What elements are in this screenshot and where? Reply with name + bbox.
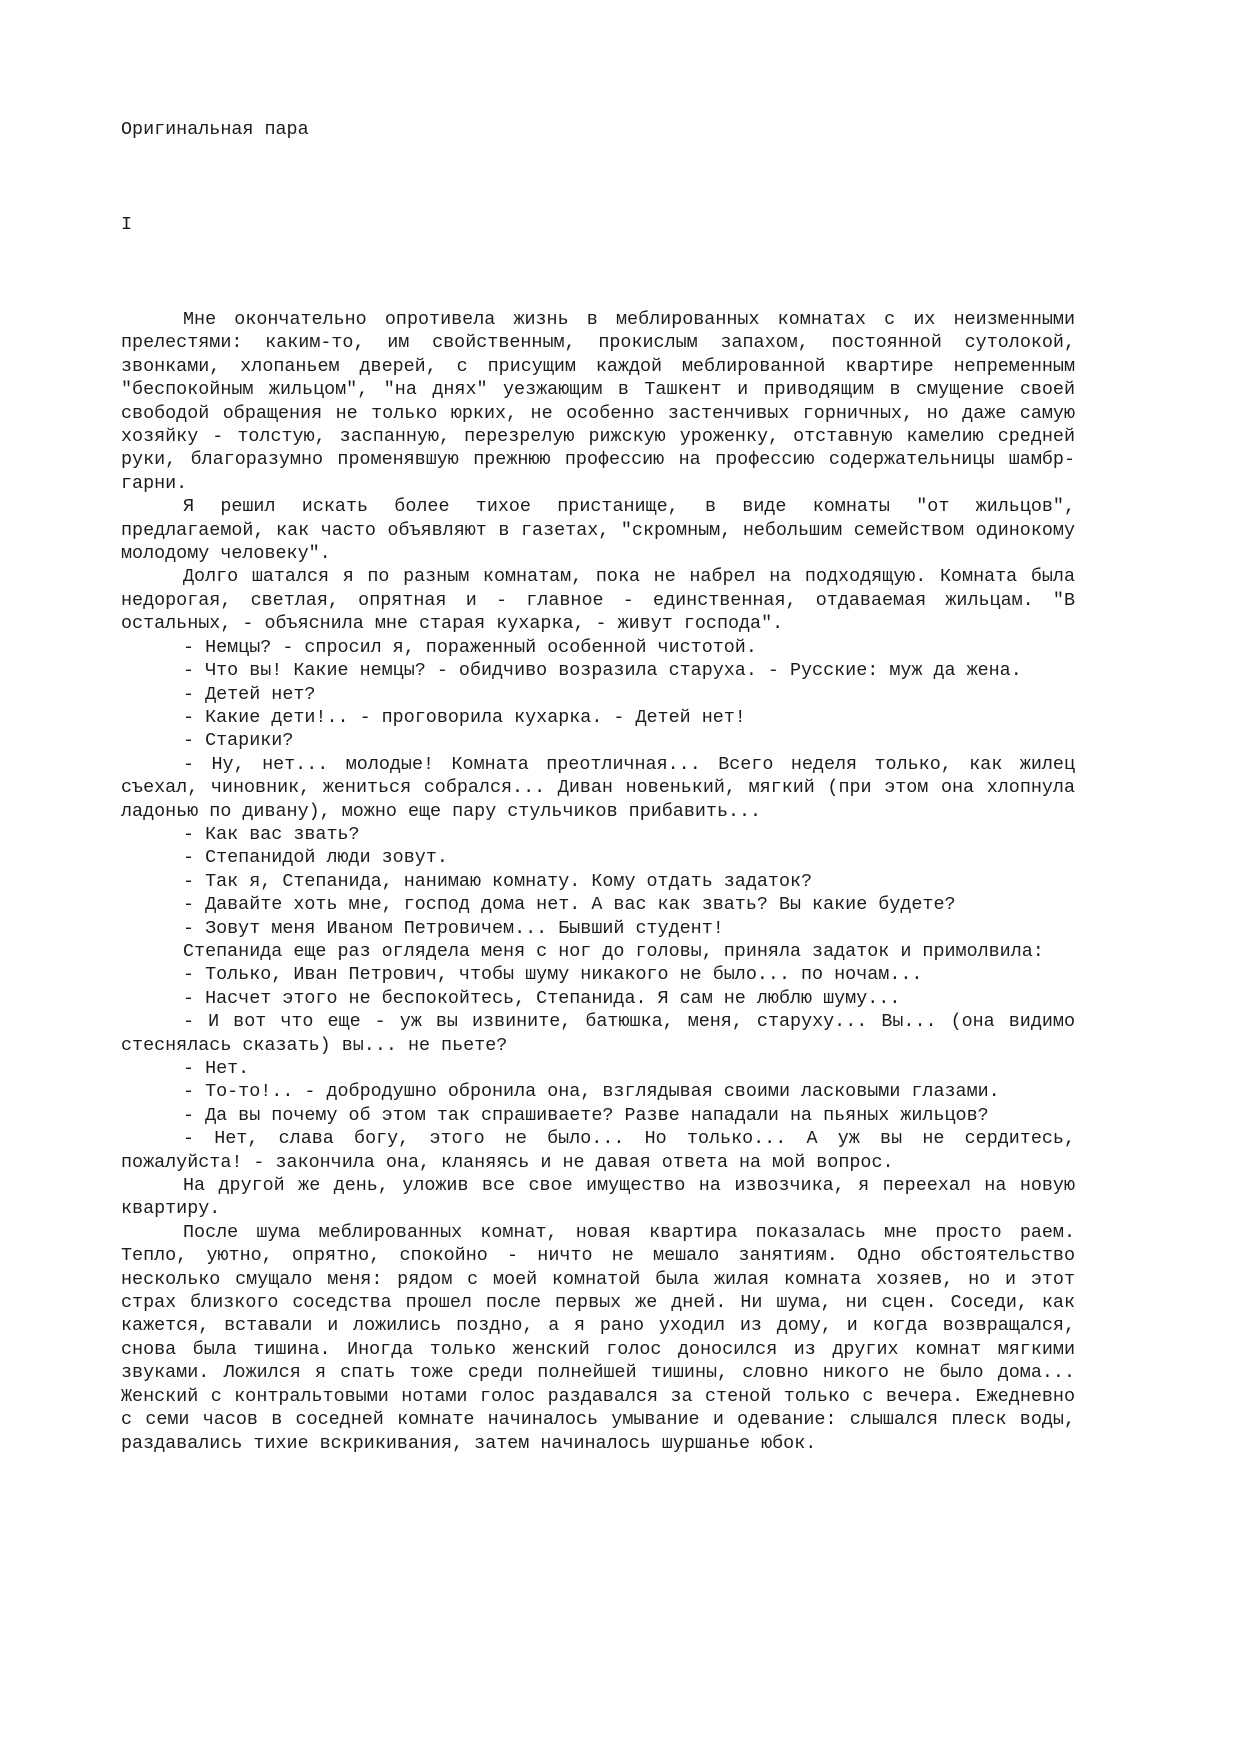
paragraph: Долго шатался я по разным комнатам, пока не набрел на подходящую. Комната была недорогая, светлая, опрятная и - главное - единственная, отдаваемая жильцам. "В остальных, - объяснила мне старая кухарка, - живут господа". xyxy=(121,566,1075,635)
dialogue-line: - Какие дети!.. - проговорила кухарка. - Детей нет! xyxy=(183,706,746,728)
dialogue-line: - Ну, нет... молодые! Комната преотличная... Всего неделя только, как жилец съехал, чиновник, жениться собрался... Диван новенький, мягкий (при этом она хлопнула ладонью по дивану), можно еще пару стульчиков прибавить... xyxy=(121,753,1075,822)
paragraph: Степанида еще раз оглядела меня с ног до головы, приняла задаток и примолвила: xyxy=(183,940,1044,962)
dialogue-line: - Зовут меня Иваном Петровичем... Бывший студент! xyxy=(183,917,724,939)
paragraph: На другой же день, уложив все свое имущество на извозчика, я переехал на новую квартиру. xyxy=(121,1175,1075,1220)
dialogue-line: - Только, Иван Петрович, чтобы шуму никакого не было... по ночам... xyxy=(183,964,923,986)
dialogue-line: - Степанидой люди зовут. xyxy=(183,847,448,869)
dialogue-line: - Нет. xyxy=(183,1058,250,1079)
dialogue-line: - И вот что еще - уж вы извините, батюшка, меня, старуху... Вы... (она видимо стеснялась сказать) вы... не пьете? xyxy=(121,1011,1075,1056)
dialogue-line: - Детей нет? xyxy=(183,683,316,705)
dialogue-line: - Так я, Степанида, нанимаю комнату. Кому отдать задаток? xyxy=(183,870,813,892)
dialogue-line: - Насчет этого не беспокойтесь, Степанида. Я сам не люблю шуму... xyxy=(183,987,901,1009)
paragraph: После шума меблированных комнат, новая квартира показалась мне просто раем. Тепло, уютно, опрятно, спокойно - ничто не мешало занятиям. Одно обстоятельство несколько смущало меня: рядом с моей комнатой была жилая комната хозяев, но и этот страх близкого соседства прошел после первых же дней. Ни шума, ни сцен. Соседи, как кажется, вставали и ложились поздно, а я рано уходил из дому, и когда возвращался, снова была тишина. Иногда только женский голос доносился из других комнат мягкими звуками. Ложился я спать тоже среди полнейшей тишины, словно никого не было дома... Женский с контральтовыми нотами голос раздавался за стеной только с вечера. Ежедневно с семи часов в соседней комнате начиналось умывание и одевание: слышался плеск воды, раздавались тихие вскрикивания, затем начиналось шуршанье юбок. xyxy=(121,1221,1075,1454)
dialogue-line: - Что вы! Какие немцы? - обидчиво возразила старуха. - Русские: муж да жена. xyxy=(183,660,1022,682)
dialogue-line: - Давайте хоть мне, господ дома нет. А вас как звать? Вы какие будете? xyxy=(183,894,956,916)
dialogue-line: - Старики? xyxy=(183,730,294,752)
body-text xyxy=(121,308,1075,1455)
dialogue-line: - Да вы почему об этом так спрашиваете? Разве нападали на пьяных жильцов? xyxy=(183,1104,989,1126)
chapter-number: I xyxy=(121,214,133,235)
document-title: Оригинальная пара xyxy=(121,119,309,140)
paragraph: Я решил искать более тихое пристанище, в виде комнаты "от жильцов", предлагаемой, как часто объявляют в газетах, "скромным, небольшим семейством одинокому молодому человеку". xyxy=(121,496,1075,565)
dialogue-line: - Как вас звать? xyxy=(183,823,360,845)
dialogue-line: - Нет, слава богу, этого не было... Но только... А уж вы не сердитесь, пожалуйста! - закончила она, кланяясь и не давая ответа на мой вопрос. xyxy=(121,1128,1075,1173)
dialogue-line: - То-то!.. - добродушно обронила она, взглядывая своими ласковыми глазами. xyxy=(183,1081,1000,1103)
paragraph: Мне окончательно опротивела жизнь в меблированных комнатах с их неизменными прелестями: каким-то, им свойственным, прокислым запахом, постоянной сутолокой, звонками, хлопаньем дверей, с присущим каждой меблированной квартире непременным "беспокойным жильцом", "на днях" уезжающим в Ташкент и приводящим в смущение своей свободой обращения не только юрких, не особенно застенчивых горничных, но даже самую хозяйку - толстую, заспанную, перезрелую рижскую уроженку, отставную камелию средней руки, благоразумно променявшую прежнюю профессию на профессию содержательницы шамбр-гарни. xyxy=(121,309,1075,494)
dialogue-line: - Немцы? - спросил я, пораженный особенной чистотой. xyxy=(183,636,757,658)
